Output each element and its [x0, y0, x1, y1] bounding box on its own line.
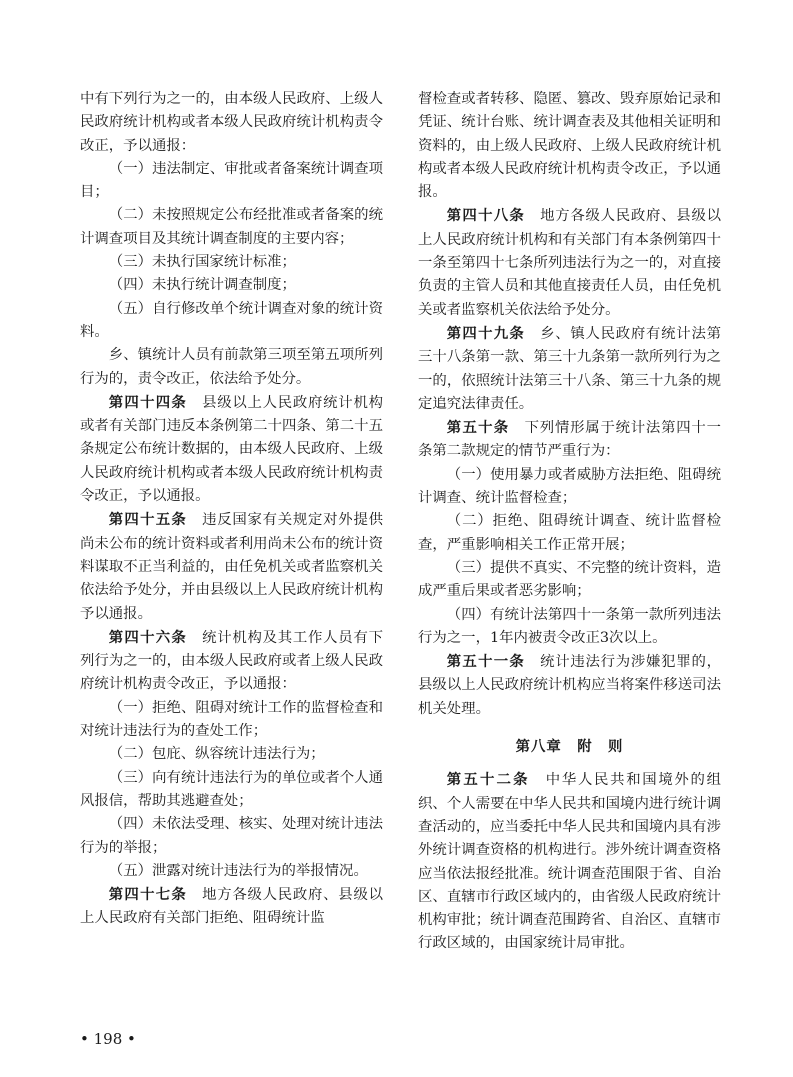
paragraph: [80, 813, 383, 860]
paragraph-text: （三）提供不真实、不完整的统计资料，造成严重后果或者恶劣影响；: [418, 559, 721, 600]
paragraph-text: （二）包庇、纵容统计违法行为；: [108, 746, 325, 763]
paragraph-text: （二）未按照规定公布经批准或者备案的统计调查项目及其统计调查制度的主要内容；: [80, 207, 383, 247]
article-paragraph: [80, 883, 383, 931]
article-number: 第四十八条: [446, 207, 525, 225]
paragraph-text: 统计机构及其工作人员有下列行为之一的，由本级人民政府或者上级人民政府统计机构责令改正，予以通报：: [80, 629, 383, 693]
article-number: 第四十九条: [446, 324, 525, 342]
paragraph-text: （五）自行修改单个统计调查对象的统计资料。: [80, 300, 383, 340]
paragraph-text: 督检查或者转移、隐匿、篡改、毁弃原始记录和凭证、统计台账、统计调查表及其他相关证明和资料的，由上级人民政府、上级人民政府统计机构或者本级人民政府统计机构责令改正，予以通报。: [418, 91, 721, 201]
article-number: 第四十六条: [108, 628, 187, 646]
paragraph-text: 乡、镇统计人员有前款第三项至第五项所列行为的，责令改正，依法给予处分。: [80, 347, 383, 387]
paragraph: [418, 557, 721, 604]
paragraph-text: （五）泄露对统计违法行为的举报情况。: [108, 862, 368, 879]
paragraph: [80, 204, 383, 251]
paragraph-text: 地方各级人民政府、县级以上人民政府统计机构和有关部门有本条例第四十一条至第四十七条所列违法行为之一的，对直接负责的主管人员和其他直接责任人员，由任免机关或者监察机关依法给予处分。: [418, 208, 721, 318]
paragraph-text: 县级以上人民政府统计机构或者有关部门违反本条例第二十四条、第二十五条规定公布统计数据的，由本级人民政府、上级人民政府统计机构或者本级人民政府统计机构责令改正，予以通报。: [80, 394, 383, 505]
article-paragraph: [80, 508, 383, 625]
article-paragraph: [418, 768, 721, 955]
article-paragraph: [418, 322, 721, 416]
paragraph: [80, 743, 383, 766]
paragraph-text: （四）有统计法第四十一条第一款所列违法行为之一，1年内被责令改正3次以上。: [418, 606, 721, 646]
paragraph: [418, 464, 721, 511]
article-paragraph: [418, 204, 721, 321]
paragraph-text: （三）未执行国家统计标准；: [108, 254, 296, 271]
paragraph: [80, 344, 383, 391]
paragraph-text: （四）未依法受理、核实、处理对统计违法行为的举报；: [80, 816, 383, 856]
paragraph: [80, 88, 383, 158]
article-number: 第五十二条: [446, 771, 530, 789]
paragraph-text: 中华人民共和国境外的组织、个人需要在中华人民共和国境内进行统计调查活动的，应当委托中华人民共和国境内具有涉外统计调查资格的机构进行。涉外统计调查资格应当依法报经批准。统计调查范围限于省、自治区、直辖市行政区域内的，由省级人民政府统计机构审批；统计调查范围跨省、自治区、直辖市行政区域的，由国家统计局审批。: [418, 772, 721, 952]
paragraph-text: （三）向有统计违法行为的单位或者个人通风报信，帮助其逃避查处；: [80, 769, 383, 809]
paragraph: [80, 697, 383, 744]
article-number: 第五十条: [446, 419, 510, 437]
paragraph-text: 乡、镇人民政府有统计法第三十八条第一款、第三十九条第一款所列行为之一的，依照统计法第三十八条、第三十九条的规定追究法律责任。: [418, 325, 721, 412]
paragraph: [80, 251, 383, 274]
article-number: 第四十五条: [108, 511, 187, 529]
paragraph-text: 地方各级人民政府、县级以上人民政府有关部门拒绝、阻碍统计监: [80, 887, 383, 927]
article-number: 第四十四条: [108, 393, 187, 411]
paragraph: [418, 604, 721, 651]
article-paragraph: [418, 650, 721, 721]
article-paragraph: [418, 416, 721, 464]
paragraph-text: 中有下列行为之一的，由本级人民政府、上级人民政府统计机构或者本级人民政府统计机构责令改正，予以通报：: [80, 91, 383, 154]
article-number: 第五十一条: [446, 653, 525, 671]
article-paragraph: [80, 391, 383, 508]
right-column: [418, 88, 721, 956]
paragraph-text: 下列情形属于统计法第四十一条第二款规定的情节严重行为：: [418, 420, 721, 460]
paragraph-text: 统计违法行为涉嫌犯罪的，县级以上人民政府统计机构应当将案件移送司法机关处理。: [418, 654, 721, 717]
article-paragraph: [80, 626, 383, 697]
page-number: • 198 •: [80, 1030, 136, 1048]
left-column: [80, 88, 383, 931]
paragraph-text: （一）使用暴力或者威胁方法拒绝、阻碍统计调查、统计监督检查；: [418, 466, 721, 507]
paragraph-text: （一）拒绝、阻碍对统计工作的监督检查和对统计违法行为的查处工作；: [80, 699, 383, 740]
chapter-heading: 第八章 附 则: [515, 738, 624, 756]
paragraph: [80, 767, 383, 814]
article-number: 第四十七条: [108, 886, 187, 904]
paragraph: [418, 88, 721, 204]
paragraph-text: 违反国家有关规定对外提供尚未公布的统计资料或者利用尚未公布的统计资料谋取不正当利益的，由任免机关或者监察机关依法给予处分，并由县级以上人民政府统计机构予以通报。: [80, 512, 383, 622]
paragraph: [80, 298, 383, 345]
paragraph-text: （二）拒绝、阻碍统计调查、统计监督检查，严重影响相关工作正常开展；: [418, 513, 721, 553]
paragraph-text: （一）违法制定、审批或者备案统计调查项目；: [80, 160, 383, 201]
paragraph: [80, 274, 383, 297]
paragraph: [80, 860, 383, 883]
paragraph: [80, 158, 383, 205]
paragraph-text: （四）未执行统计调查制度；: [108, 277, 296, 294]
paragraph: [418, 510, 721, 557]
